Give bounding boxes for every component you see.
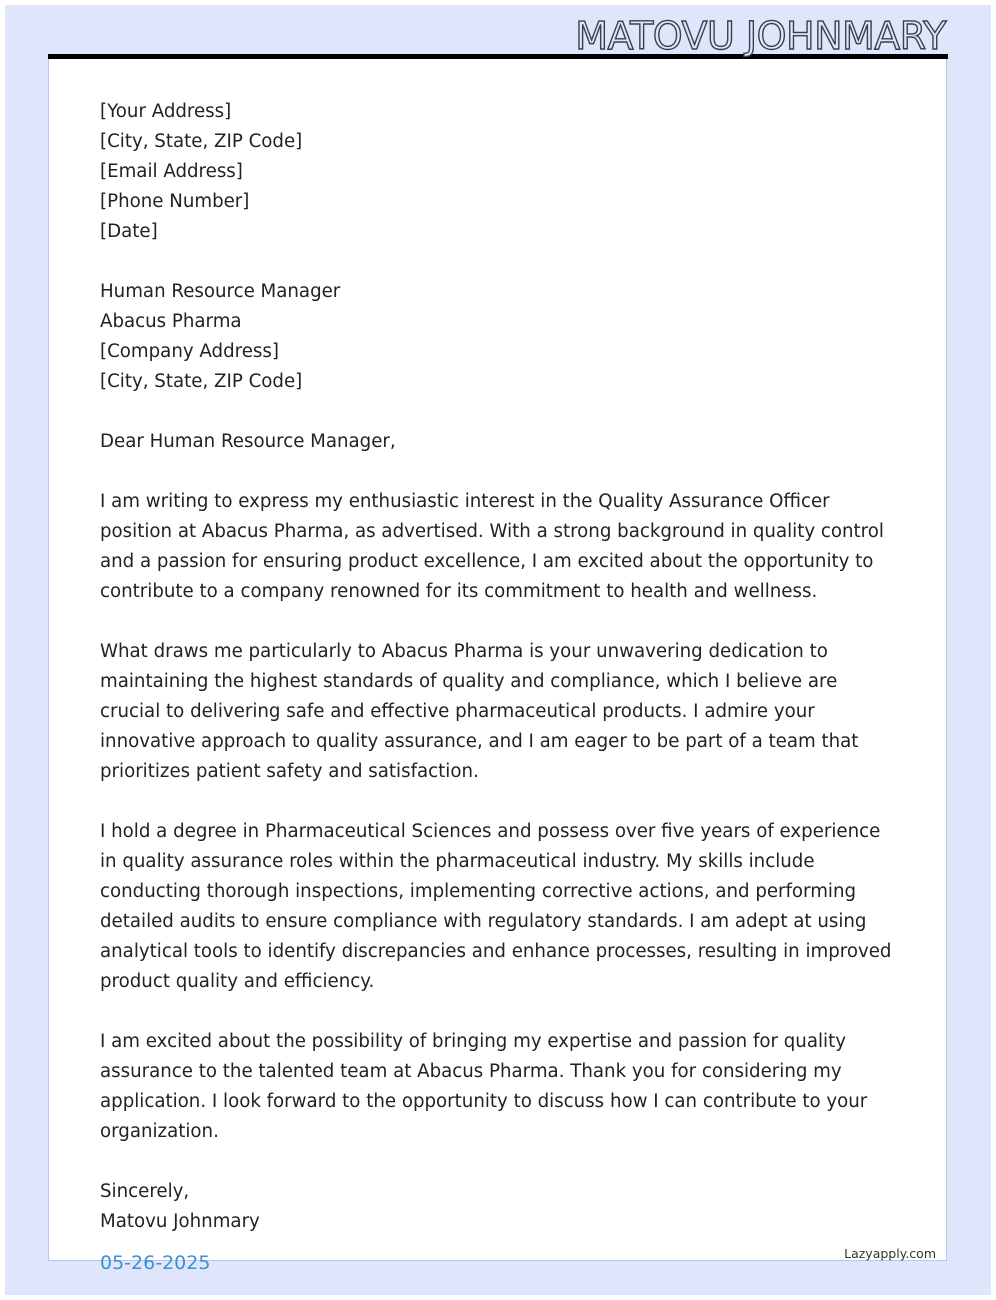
watermark-link[interactable]: Lazyapply.com [844, 1246, 936, 1261]
signature-name: Matovu Johnmary [100, 1211, 260, 1232]
sender-date: [Date] [100, 221, 158, 242]
body-paragraph: What draws me particularly to Abacus Pharma is your unwavering dedication to maintaining the highest standards of quality and compliance, which I believe are crucial to delivering safe and effective pharmaceutical products. I admire your innovative approach to quality assurance, and I am eager to be part of a team that prioritizes patient safety and satisfaction. [100, 641, 859, 782]
body-paragraph: I am excited about the possibility of bringing my expertise and passion for quality assurance to the talented team at Abacus Pharma. Thank you for considering my application. I look forward to the opportunity to discuss how I can contribute to your organization. [100, 1031, 868, 1142]
valediction: Sincerely, [100, 1181, 190, 1202]
sender-address: [Your Address] [100, 101, 232, 122]
recipient-address: [Company Address] [100, 341, 279, 362]
closing-block [100, 1177, 900, 1237]
salutation: Dear Human Resource Manager, [100, 431, 396, 452]
body-paragraph: I hold a degree in Pharmaceutical Sciences and possess over five years of experience in quality assurance roles within the pharmaceutical industry. My skills include conducting thorough inspections, implementing corrective actions, and performing detailed audits to ensure compliance with regulatory standards. I am adept at using analytical tools to identify discrepancies and enhance processes, resulting in improved product quality and efficiency. [100, 821, 892, 992]
footer-date: 05-26-2025 [100, 1252, 211, 1274]
recipient-company: Abacus Pharma [100, 311, 242, 332]
sender-phone: [Phone Number] [100, 191, 250, 212]
recipient-city: [City, State, ZIP Code] [100, 371, 303, 392]
sender-city: [City, State, ZIP Code] [100, 131, 303, 152]
sender-email: [Email Address] [100, 161, 243, 182]
body-paragraph: I am writing to express my enthusiastic interest in the Quality Assurance Officer position at Abacus Pharma, as advertised. With a strong background in quality control and a passion for ensuring product excellence, I am excited about the opportunity to contribute to a company renowned for its commitment to health and wellness. [100, 491, 884, 602]
applicant-name-heading: MATOVU JOHNMARY [575, 14, 946, 58]
letter-body [100, 97, 900, 1267]
recipient-title: Human Resource Manager [100, 281, 341, 302]
recipient-block [100, 277, 900, 397]
sender-block [100, 97, 900, 247]
